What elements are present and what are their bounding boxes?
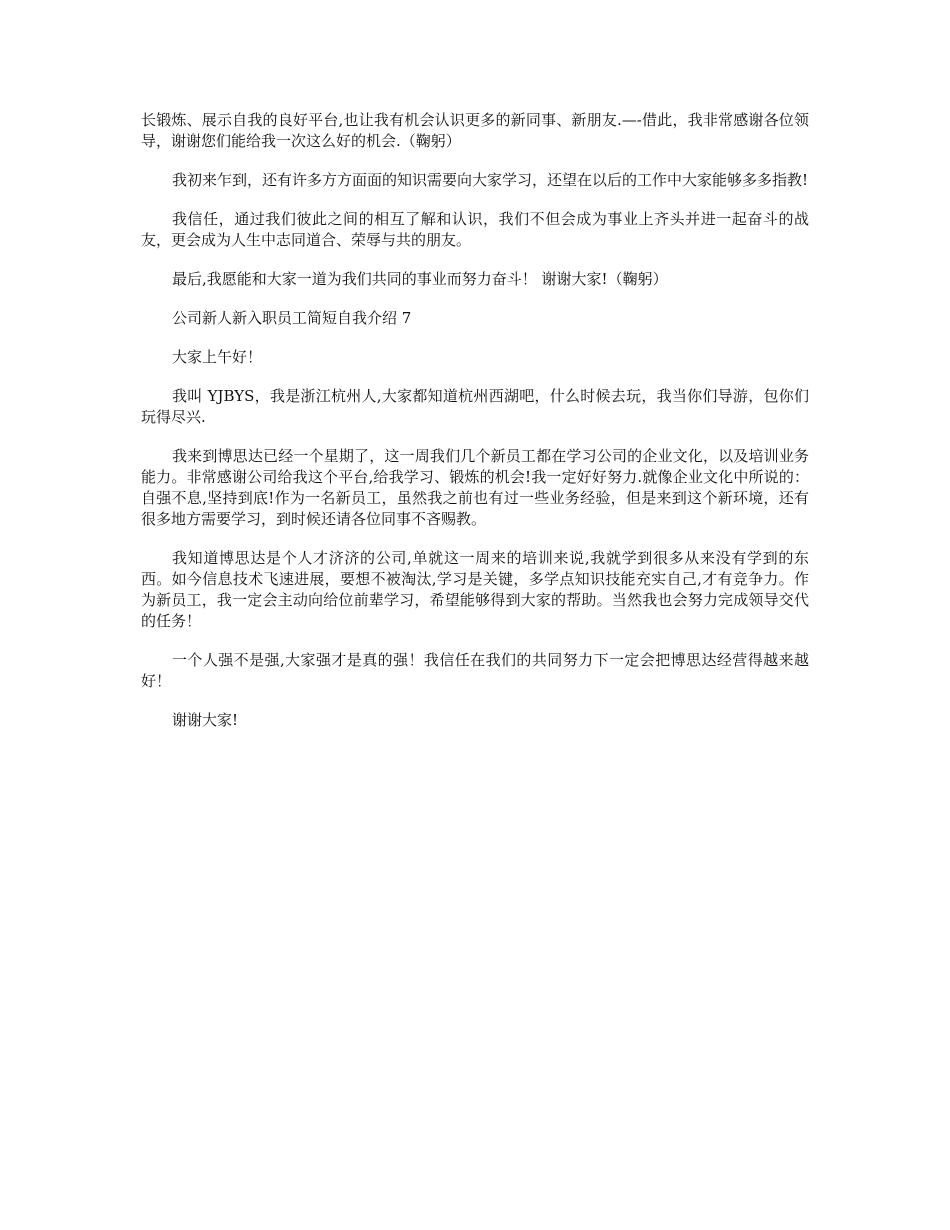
paragraph-10: 一个人强不是强,大家强才是真的强！我信任在我们的共同努力下一定会把博思达经营得越来越好！ xyxy=(141,651,809,690)
section-heading: 公司新人新入职员工简短自我介绍 7 xyxy=(172,309,412,327)
paragraph-1: 长锻炼、展示自我的良好平台,也让我有机会认识更多的新同事、新朋友.—-借此，我非常感谢各位领导，谢谢您们能给我一次这么好的机会.（鞠躬） xyxy=(141,111,809,150)
paragraph-8: 我来到博思达已经一个星期了，这一周我们几个新员工都在学习公司的企业文化，以及培训业务能力。非常感谢公司给我这个平台,给我学习、锻炼的机会!我一定好好努力.就像企业文化中所说的：自强不息,坚持到底!作为一名新员工，虽然我之前也有过一些业务经验，但是来到这个新环境，还有很多地方需要学习，到时候还请各位同事不吝赐教。 xyxy=(141,447,809,528)
greeting: 大家上午好！ xyxy=(172,348,263,366)
paragraph-2: 我初来乍到，还有许多方方面面的知识需要向大家学习，还望在以后的工作中大家能够多多指教! xyxy=(172,171,809,189)
document-body xyxy=(141,110,809,749)
paragraph-7: 我叫 YJBYS，我是浙江杭州人,大家都知道杭州西湖吧，什么时候去玩，我当你们导游，包你们玩得尽兴. xyxy=(141,387,809,426)
closing-thanks: 谢谢大家! xyxy=(172,711,239,729)
paragraph-9: 我知道博思达是个人才济济的公司,单就这一周来的培训来说,我就学到很多从来没有学到的东西。如今信息技术飞速进展，要想不被淘汰,学习是关键，多学点知识技能充实自己,才有竞争力。作为新员工，我一定会主动向给位前辈学习，希望能够得到大家的帮助。当然我也会努力完成领导交代的任务！ xyxy=(141,549,809,630)
paragraph-4: 最后,我愿能和大家一道为我们共同的事业而努力奋斗！ 谢谢大家!（鞠躬） xyxy=(172,270,668,288)
paragraph-3: 我信任，通过我们彼此之间的相互了解和认识，我们不但会成为事业上齐头并进一起奋斗的战友，更会成为人生中志同道合、荣辱与共的朋友。 xyxy=(141,210,809,249)
